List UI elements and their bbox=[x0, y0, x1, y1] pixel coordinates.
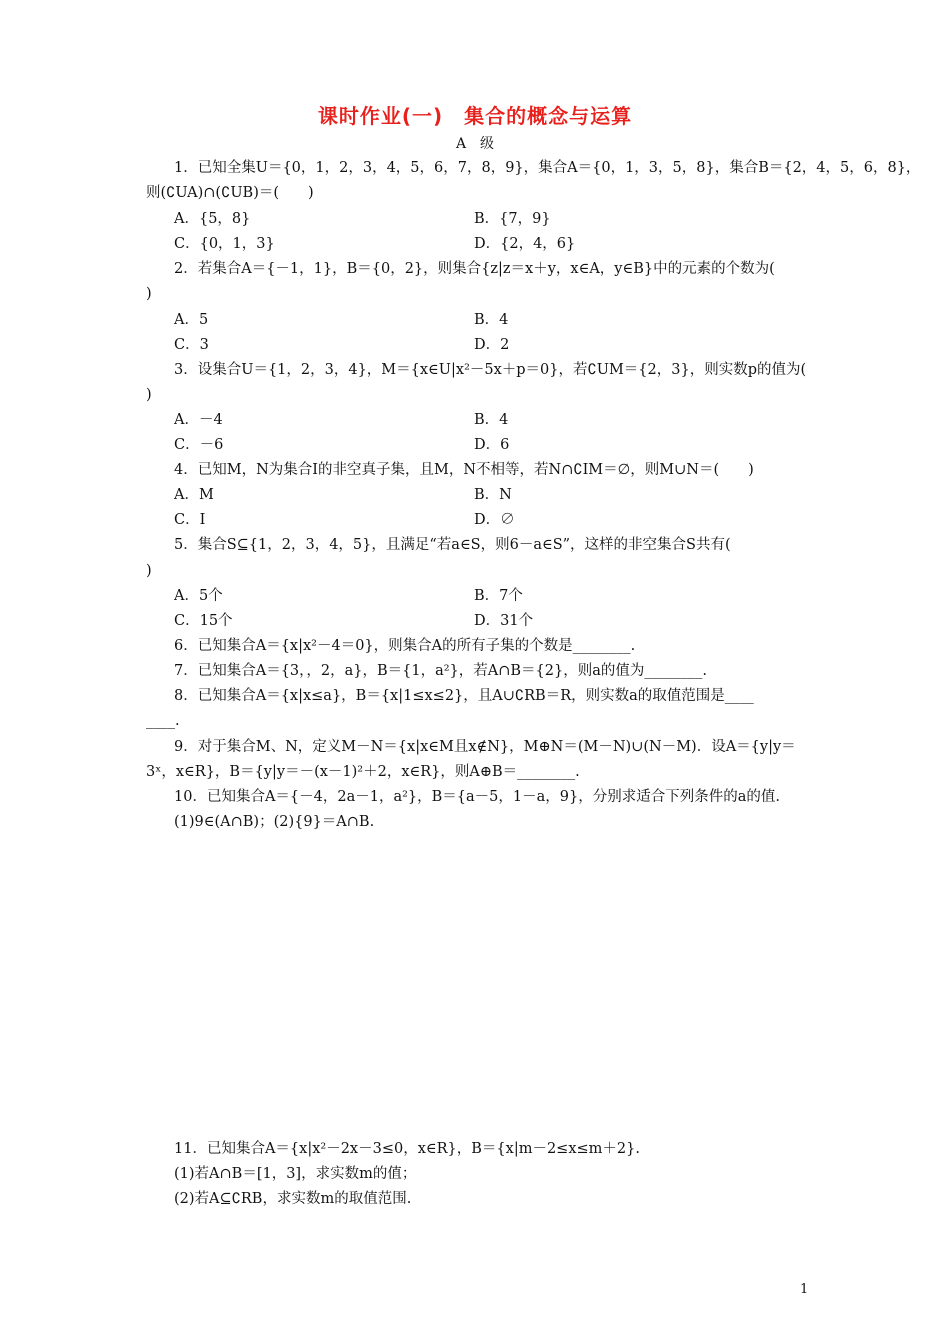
question-8-text: 8．已知集合A＝{x|x≤a}，B＝{x|1≤x≤2}，且A∪∁RB＝R，则实数a的取值范围是____ bbox=[174, 688, 754, 704]
question-1-text: 1．已知全集U＝{0，1，2，3，4，5，6，7，8，9}，集合A＝{0，1，3，5，8}，集合B＝{2，4，5，6，8}， bbox=[174, 160, 921, 176]
question-4-option-b: B．N bbox=[474, 487, 512, 503]
question-5-option-a: A．5个 bbox=[174, 588, 223, 604]
question-9-text: 9．对于集合M、N，定义M－N＝{x|x∈M且x∉N}，M⊕N＝(M－N)∪(N－M)．设A＝{y|y＝ bbox=[174, 739, 796, 755]
question-3-text: 3．设集合U＝{1，2，3，4}，M＝{x∈U|x²－5x＋p＝0}，若∁UM＝{2，3}，则实数p的值为( bbox=[174, 362, 807, 378]
question-5-option-b: B．7个 bbox=[474, 588, 523, 604]
question-2-text: 2．若集合A＝{－1，1}，B＝{0，2}，则集合{z|z＝x＋y，x∈A，y∈B}中的元素的个数为( bbox=[174, 261, 775, 277]
question-2-option-a: A．5 bbox=[174, 312, 209, 328]
question-3-option-a: A．－4 bbox=[174, 412, 223, 428]
question-1-option-c: C．{0，1，3} bbox=[174, 236, 275, 252]
question-5-option-d: D．31个 bbox=[474, 613, 534, 629]
question-9-text-cont: 3ˣ，x∈R}，B＝{y|y＝－(x－1)²＋2，x∈R}，则A⊕B＝________. bbox=[146, 764, 580, 780]
question-3-option-b: B．4 bbox=[474, 412, 509, 428]
question-2-option-d: D．2 bbox=[474, 337, 510, 353]
question-8-text-cont: ____. bbox=[146, 713, 180, 729]
question-10-subparts: (1)9∈(A∩B)；(2){9}＝A∩B. bbox=[174, 814, 375, 830]
question-6-text: 6．已知集合A＝{x|x²－4＝0}，则集合A的所有子集的个数是________. bbox=[174, 638, 636, 654]
question-11-part-2: (2)若A⊆∁RB，求实数m的取值范围. bbox=[174, 1191, 412, 1207]
question-1-text-cont: 则(∁UA)∩(∁UB)＝( ) bbox=[146, 185, 314, 201]
question-1-option-b: B．{7，9} bbox=[474, 211, 551, 227]
question-10-text: 10．已知集合A＝{－4，2a－1，a²}，B＝{a－5，1－a，9}，分别求适合下列条件的a的值. bbox=[174, 789, 780, 805]
page-number: 1 bbox=[800, 1282, 809, 1297]
question-4-text: 4．已知M，N为集合I的非空真子集，且M，N不相等，若N∩∁IM＝∅，则M∪N＝( ) bbox=[174, 462, 754, 478]
page-title: 课时作业(一) 集合的概念与运算 bbox=[317, 104, 633, 128]
question-4-option-c: C．I bbox=[174, 512, 206, 528]
question-4-option-a: A．M bbox=[174, 487, 214, 503]
question-1-option-a: A．{5，8} bbox=[174, 211, 251, 227]
question-2-option-c: C．3 bbox=[174, 337, 209, 353]
question-3-text-cont: ) bbox=[146, 387, 152, 403]
question-5-option-c: C．15个 bbox=[174, 613, 233, 629]
question-11-text: 11．已知集合A＝{x|x²－2x－3≤0，x∈R}，B＝{x|m－2≤x≤m＋2}. bbox=[174, 1141, 640, 1157]
question-5-text: 5．集合S⊆{1，2，3，4，5}，且满足“若a∈S，则6－a∈S”，这样的非空集合S共有( bbox=[174, 537, 731, 553]
question-2-option-b: B．4 bbox=[474, 312, 509, 328]
question-7-text: 7．已知集合A＝{3，，2，a}，B＝{1，a²}，若A∩B＝{2}，则a的值为________. bbox=[174, 663, 707, 679]
question-1-option-d: D．{2，4，6} bbox=[474, 236, 576, 252]
question-5-text-cont: ) bbox=[146, 563, 152, 579]
question-3-option-d: D．6 bbox=[474, 437, 510, 453]
question-3-option-c: C．－6 bbox=[174, 437, 224, 453]
level-heading: A 级 bbox=[455, 136, 495, 152]
question-4-option-d: D．∅ bbox=[474, 512, 515, 528]
question-11-part-1: (1)若A∩B＝[1，3]，求实数m的值； bbox=[174, 1166, 417, 1182]
question-2-text-cont: ) bbox=[146, 286, 152, 302]
